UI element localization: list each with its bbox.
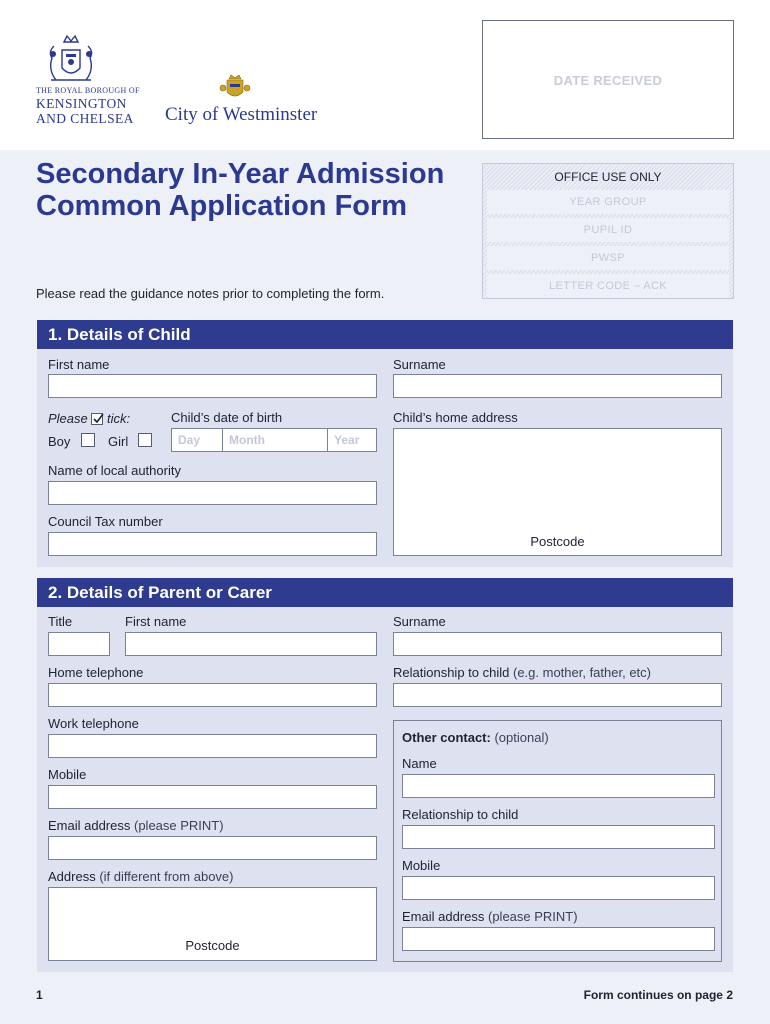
date-received-label: DATE RECEIVED — [553, 73, 663, 88]
work-telephone-input[interactable] — [48, 734, 377, 758]
relationship-hint: (e.g. mother, father, etc) — [512, 665, 651, 680]
girl-label: Girl — [108, 434, 129, 449]
office-use-title: OFFICE USE ONLY — [554, 170, 662, 184]
other-contact-optional: (optional) — [494, 730, 549, 745]
office-pwsp-field[interactable]: PWSP — [487, 246, 729, 270]
other-mobile-input[interactable] — [402, 876, 715, 900]
home-telephone-label: Home telephone — [48, 665, 144, 680]
work-telephone-label: Work telephone — [48, 716, 139, 731]
dob-year-field[interactable]: Year — [334, 433, 360, 447]
other-name-label: Name — [402, 756, 437, 771]
email-input[interactable] — [48, 836, 377, 860]
dob-day-field[interactable]: Day — [172, 429, 223, 451]
dob-input[interactable] — [171, 428, 377, 452]
relationship-input[interactable] — [393, 683, 722, 707]
other-email-label — [402, 909, 578, 924]
kc-name-line1: KENSINGTON — [36, 96, 127, 111]
mobile-input[interactable] — [48, 785, 377, 809]
parent-first-name-input[interactable] — [125, 632, 377, 656]
girl-checkbox[interactable] — [138, 433, 152, 447]
child-postcode-label: Postcode — [530, 534, 585, 549]
parent-title-label: Title — [48, 614, 73, 629]
other-relationship-input[interactable] — [402, 825, 715, 849]
child-home-address-label: Child’s home address — [393, 410, 518, 425]
boy-checkbox[interactable] — [81, 433, 95, 447]
page-title — [36, 158, 444, 222]
child-surname-input[interactable] — [393, 374, 722, 398]
dob-month-field[interactable]: Month — [223, 429, 328, 451]
other-email-label-text: Email address — [402, 909, 485, 924]
relationship-label — [393, 665, 651, 680]
continues-note: Form continues on page 2 — [583, 988, 733, 1002]
parent-title-input[interactable] — [48, 632, 110, 656]
other-mobile-label: Mobile — [402, 858, 441, 873]
other-relationship-label: Relationship to child — [402, 807, 519, 822]
section-1-body — [37, 349, 733, 567]
child-first-name-input[interactable] — [48, 374, 377, 398]
local-authority-input[interactable] — [48, 481, 377, 505]
tick-word: tick: — [107, 411, 131, 426]
email-hint: (please PRINT) — [134, 818, 224, 833]
email-label-text: Email address — [48, 818, 131, 833]
other-email-input[interactable] — [402, 927, 715, 951]
mobile-label: Mobile — [48, 767, 87, 782]
parent-address-input[interactable] — [48, 887, 377, 961]
other-contact-title — [402, 730, 549, 745]
kc-small-text: THE ROYAL BOROUGH OF — [36, 86, 140, 95]
section-2-body — [37, 607, 733, 972]
address-label — [48, 869, 233, 884]
kc-name — [36, 96, 134, 126]
title-line-2: Common Application Form — [36, 190, 408, 222]
other-contact-box — [393, 720, 722, 962]
parent-postcode-label: Postcode — [185, 938, 240, 953]
westminster-crest-icon — [218, 74, 252, 107]
local-authority-label: Name of local authority — [48, 463, 181, 478]
tick-example-icon — [91, 413, 103, 425]
office-use-panel — [482, 163, 734, 299]
address-hint: (if different from above) — [99, 869, 234, 884]
child-surname-label: Surname — [393, 357, 446, 372]
kensington-chelsea-crest-icon — [36, 30, 136, 89]
section-2-heading: 2. Details of Parent or Carer — [37, 578, 733, 607]
please-tick-word: Please — [48, 411, 88, 426]
email-label — [48, 818, 224, 833]
date-received-box — [482, 20, 734, 139]
child-first-name-label: First name — [48, 357, 110, 372]
westminster-name: City of Westminster — [165, 104, 318, 125]
home-telephone-input[interactable] — [48, 683, 377, 707]
kc-name-line2: AND CHELSEA — [36, 111, 134, 126]
section-1-heading: 1. Details of Child — [37, 320, 733, 349]
council-tax-label: Council Tax number — [48, 514, 163, 529]
parent-surname-label: Surname — [393, 614, 446, 629]
council-tax-input[interactable] — [48, 532, 377, 556]
please-tick-label — [48, 411, 130, 426]
other-email-hint: (please PRINT) — [488, 909, 578, 924]
child-home-address-input[interactable] — [393, 428, 722, 556]
guidance-note: Please read the guidance notes prior to completing the form. — [36, 286, 385, 301]
parent-first-name-label: First name — [125, 614, 187, 629]
relationship-label-text: Relationship to child — [393, 665, 510, 680]
other-name-input[interactable] — [402, 774, 715, 798]
office-letter-code-field[interactable]: LETTER CODE – ACK — [487, 274, 729, 298]
address-label-text: Address — [48, 869, 96, 884]
parent-surname-input[interactable] — [393, 632, 722, 656]
page-number: 1 — [36, 988, 43, 1002]
boy-label: Boy — [48, 434, 71, 449]
other-contact-title-text: Other contact: — [402, 730, 491, 745]
dob-label: Child’s date of birth — [171, 410, 283, 425]
title-line-1: Secondary In-Year Admission — [36, 158, 445, 190]
office-pupil-id-field[interactable]: PUPIL ID — [487, 218, 729, 242]
office-year-group-field[interactable]: YEAR GROUP — [487, 190, 729, 214]
